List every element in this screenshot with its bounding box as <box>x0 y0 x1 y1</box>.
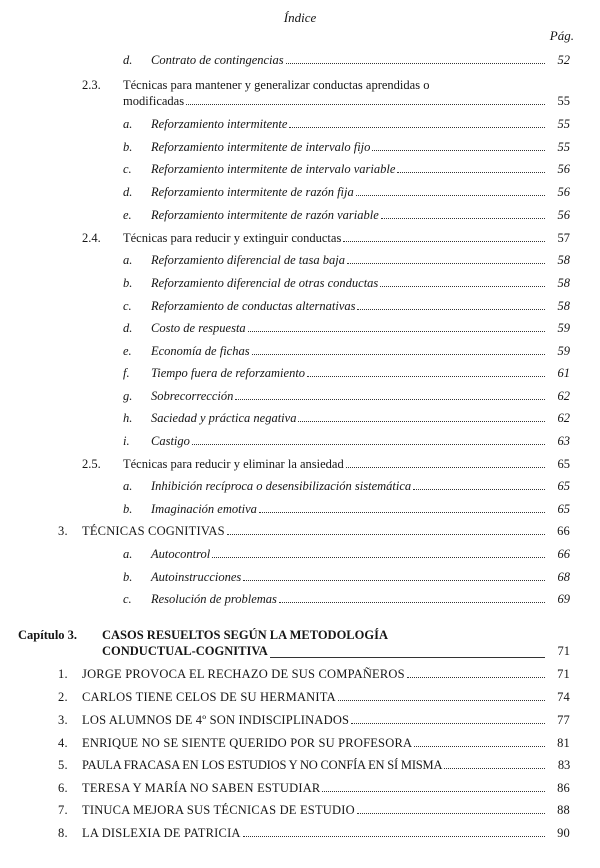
toc-entry: 8. LA DISLEXIA DE PATRICIA 90 <box>58 826 570 840</box>
toc-entry: g. Sobrecorrección 62 <box>123 389 570 403</box>
toc-chapter: Capítulo 3. CASOS RESUELTOS SEGÚN LA METODOLOGÍA CONDUCTUAL-COGNITIVA 71 <box>18 628 570 658</box>
toc-entry: c. Reforzamiento de conductas alternativas 58 <box>123 299 570 313</box>
toc-entry: d. Contrato de contingencias 52 <box>123 53 570 67</box>
toc-entry: e. Economía de fichas 59 <box>123 344 570 358</box>
toc-entry: h. Saciedad y práctica negativa 62 <box>123 411 570 425</box>
toc-entry: b. Reforzamiento diferencial de otras conductas 58 <box>123 276 570 290</box>
toc-entry: 6. TERESA Y MARÍA NO SABEN ESTUDIAR 86 <box>58 781 570 795</box>
toc-entry: i. Castigo 63 <box>123 434 570 448</box>
toc-entry: a. Inhibición recíproca o desensibilización sistemática 65 <box>123 479 570 493</box>
toc-entry: a. Autocontrol 66 <box>123 547 570 561</box>
toc-section: 2.4. Técnicas para reducir y extinguir conductas 57 <box>82 231 570 245</box>
toc-entry: 5. PAULA FRACASA EN LOS ESTUDIOS Y NO CONFÍA EN SÍ MISMA 83 <box>58 758 570 772</box>
toc-entry: 7. TINUCA MEJORA SUS TÉCNICAS DE ESTUDIO 88 <box>58 803 570 817</box>
toc-entry: f. Tiempo fuera de reforzamiento 61 <box>123 366 570 380</box>
toc-entry: a. Reforzamiento diferencial de tasa baja 58 <box>123 253 570 267</box>
toc-entry: d. Reforzamiento intermitente de razón fija 56 <box>123 185 570 199</box>
page-column-label: Pág. <box>549 28 574 43</box>
toc-entry: 3. LOS ALUMNOS DE 4º SON INDISCIPLINADOS 77 <box>58 713 570 727</box>
toc-entry: 2. CARLOS TIENE CELOS DE SU HERMANITA 74 <box>58 690 570 704</box>
toc-entry: a. Reforzamiento intermitente 55 <box>123 117 570 131</box>
toc-section: 2.3. Técnicas para mantener y generalizar conductas aprendidas o modificadas 55 <box>82 78 570 108</box>
running-header: Índice <box>283 10 317 25</box>
toc-entry: 4. ENRIQUE NO SE SIENTE QUERIDO POR SU PROFESORA 81 <box>58 736 570 750</box>
toc-entry: b. Reforzamiento intermitente de intervalo fijo 55 <box>123 140 570 154</box>
toc-entry: c. Reforzamiento intermitente de intervalo variable 56 <box>123 162 570 176</box>
toc-entry: c. Resolución de problemas 69 <box>123 592 570 606</box>
toc-entry: e. Reforzamiento intermitente de razón variable 56 <box>123 208 570 222</box>
toc-section: 2.5. Técnicas para reducir y eliminar la ansiedad 65 <box>82 457 570 471</box>
toc-entry: d. Costo de respuesta 59 <box>123 321 570 335</box>
toc-section: 3. TÉCNICAS COGNITIVAS 66 <box>58 524 570 538</box>
toc-entry: b. Imaginación emotiva 65 <box>123 502 570 516</box>
toc-entry: 1. JORGE PROVOCA EL RECHAZO DE SUS COMPAÑEROS 71 <box>58 667 570 681</box>
toc-entry: b. Autoinstrucciones 68 <box>123 570 570 584</box>
